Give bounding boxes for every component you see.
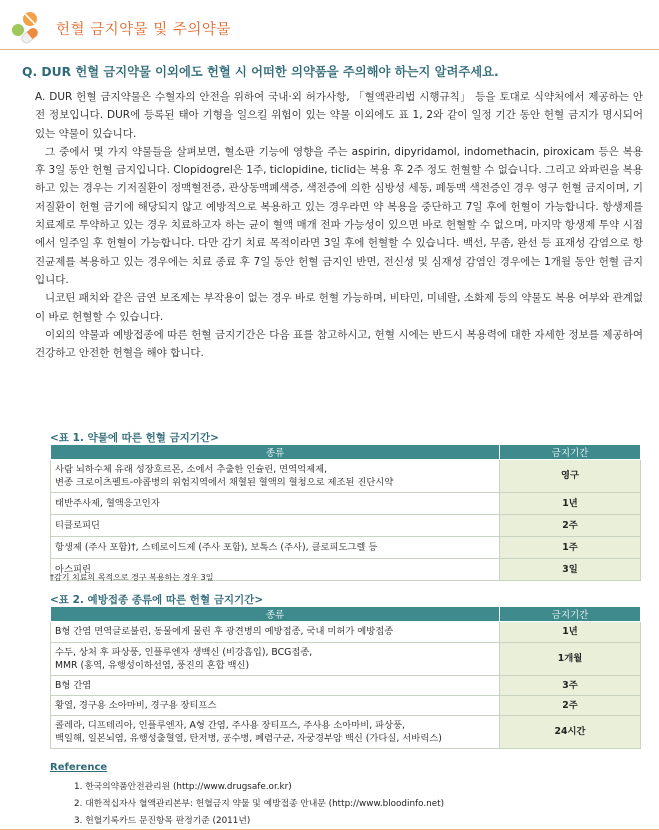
table2 — [50, 606, 641, 749]
column-header: 금지기간 — [500, 445, 641, 460]
table-row — [51, 643, 641, 676]
table-row — [51, 515, 641, 537]
table-row — [51, 537, 641, 559]
table-cell: 황열, 경구용 소아마비, 경구용 장티프스 — [51, 696, 500, 716]
table1-caption: <표 1. 약물에 따른 헌혈 금지기간> — [50, 432, 219, 444]
period-cell: 2주 — [500, 515, 641, 537]
page-title: 헌혈 금지약물 및 주의약물 — [56, 22, 231, 38]
table-cell: B형 간염 면역글로불린, 동물에게 물린 후 광견병의 예방접종, 국내 미허가 예방접종 — [51, 622, 500, 643]
column-header: 종류 — [51, 445, 500, 460]
period-cell: 영구 — [500, 460, 641, 493]
period-cell: 24시간 — [500, 716, 641, 749]
table-cell: B형 간염 — [51, 676, 500, 696]
column-header: 종류 — [51, 607, 500, 622]
table-cell: 항생제 (주사 포함)†, 스테로이드제 (주사 포함), 보톡스 (주사), 클로피도그렐 등 — [51, 537, 500, 559]
table-cell — [51, 716, 500, 749]
reference-item: 2. 대한적십자사 혈액관리본부: 헌혈금지 약물 및 예방접종 안내문 (http://www.bloodinfo.net) — [74, 799, 445, 809]
reference-title: Reference — [50, 762, 108, 773]
reference-item: 3. 헌혈기록카드 문진항목 판정기준 (2011년) — [74, 816, 251, 826]
table-row — [51, 622, 641, 643]
table2-caption: <표 2. 예방접종 종류에 따른 헌혈 금지기간> — [50, 594, 264, 606]
divider — [0, 49, 659, 50]
period-cell: 1주 — [500, 537, 641, 559]
table-header-row — [51, 445, 641, 460]
item-line: 수두, 상처 후 파상풍, 인플루엔자 생백신 (비강흡입), BCG접종, — [55, 646, 313, 658]
table-cell: 티클로피딘 — [51, 515, 500, 537]
answer-paragraph: A. DUR 헌혈 금지약물은 수혈자의 안전을 위하여 국내·외 허가사항, 「혈액관리법 시행규칙」 등을 토대로 식약처에서 제공하는 안전 정보입니다. DUR에 등록된 태아 기형을 일으킬 위험이 있는 약물 이외에도 표 1, 2와 같이 일정 기간 동안 헌혈 금지가 명시되어 있는 약물이 있습니다. — [35, 91, 643, 140]
period-cell: 3주 — [500, 676, 641, 696]
table-row — [51, 696, 641, 716]
period-cell: 1년 — [500, 622, 641, 643]
column-header: 금지기간 — [500, 607, 641, 622]
period-cell: 1개월 — [500, 643, 641, 676]
table-row — [51, 716, 641, 749]
table-cell: 태반주사제, 혈액응고인자 — [51, 493, 500, 515]
period-cell: 1년 — [500, 493, 641, 515]
reference-item: 1. 한국의약품안전관리원 (http://www.drugsafe.or.kr) — [74, 782, 292, 792]
question-heading: Q. DUR 헌혈 금지약물 이외에도 헌혈 시 어떠한 의약품을 주의해야 하는지 알려주세요. — [22, 65, 499, 79]
answer-paragraph: 이외의 약물과 예방접종에 따른 헌혈 금지기간은 다음 표를 참고하시고, 헌혈 시에는 반드시 복용력에 대한 자세한 정보를 제공하여 건강하고 안전한 헌혈을 해야 합니다. — [35, 328, 643, 360]
item-line: MMR (홍역, 유행성이하선염, 풍진의 혼합 백신) — [55, 660, 250, 671]
header — [10, 8, 650, 48]
item-line: 변종 크로이츠펠트-야콥병의 위험지역에서 채혈된 혈액의 혈청으로 제조된 진단시약 — [55, 477, 394, 488]
period-cell: 3일 — [500, 559, 641, 581]
table-cell: 아스피린 — [51, 559, 500, 581]
item-line: 콜레라, 디프테리아, 인플루엔자, A형 간염, 주사용 장티프스, 주사용 소아마비, 파상풍, — [55, 719, 406, 731]
period-cell: 2주 — [500, 696, 641, 716]
answer-paragraph: 그 중에서 몇 가지 약물들을 살펴보면, 혈소판 기능에 영향을 주는 aspirin, dipyridamol, indomethacin, piroxicam 등은 복용 후 3일 동안 헌혈 금지입니다. Clopidogrel은 1주, ticlopidine, ticlid는 복용 후 2주 정도 헌혈할 수 없습니다. 그리고 와파린을 복용하고 있는 경우는 기저질환이 정맥혈전증, 관상동맥폐색증, 색전증에 의한 심방성 세동, 폐동맥 색전증인 경우 영구 헌혈 금지이며, 기저질환이 헌혈 금기에 해당되지 않고 예방적으로 복용하고 있는 경우라면 약 복용을 중단하고 7일 후에 헌혈이 가능합니다. 항생제를 치료제로 투약하고 있는 경우 치료하고자 하는 균이 혈액 매개 전파 가능성이 있으면 바로 헌혈할 수 없으며, 마지막 항생제 투약 시점에서 일주일 후 헌혈이 가능합니다. 다만 감기 치료 목적이라면 3일 후에 헌혈할 수 있습니다. 백선, 무좀, 완선 등 표재성 감염으로 항진균제를 복용하고 있는 경우에는 치료 종료 후 7일 동안 헌혈 금지인 반면, 전신성 및 심재성 감염인 경우에는 1개월 동안 헌혈 금지입니다. — [35, 145, 643, 286]
answer-body — [35, 88, 643, 362]
table-row — [51, 493, 641, 515]
table-row — [51, 676, 641, 696]
table1 — [50, 444, 641, 581]
item-line: 백일해, 일본뇌염, 유행성출혈열, 탄저병, 공수병, 폐렴구균, 자궁경부암 백신 (가다실, 서바릭스) — [55, 733, 442, 744]
table-cell — [51, 643, 500, 676]
table-header-row — [51, 607, 641, 622]
table1-footnote: †감기 치료의 목적으로 경구 복용하는 경우 3일 — [50, 573, 214, 582]
answer-paragraph: 니코틴 패치와 같은 금연 보조제는 부작용이 없는 경우 바로 헌혈 가능하며, 비타민, 미네랄, 소화제 등의 약물도 복용 여부와 관계없이 바로 헌혈할 수 있습니다. — [35, 292, 643, 323]
reference-list — [74, 779, 444, 830]
table-cell — [51, 460, 500, 493]
table-row — [51, 460, 641, 493]
capsule-pills-icon — [10, 10, 44, 46]
item-line: 사람 뇌하수체 유래 성장호르몬, 소에서 추출한 인슐린, 면역억제제, — [55, 463, 328, 475]
